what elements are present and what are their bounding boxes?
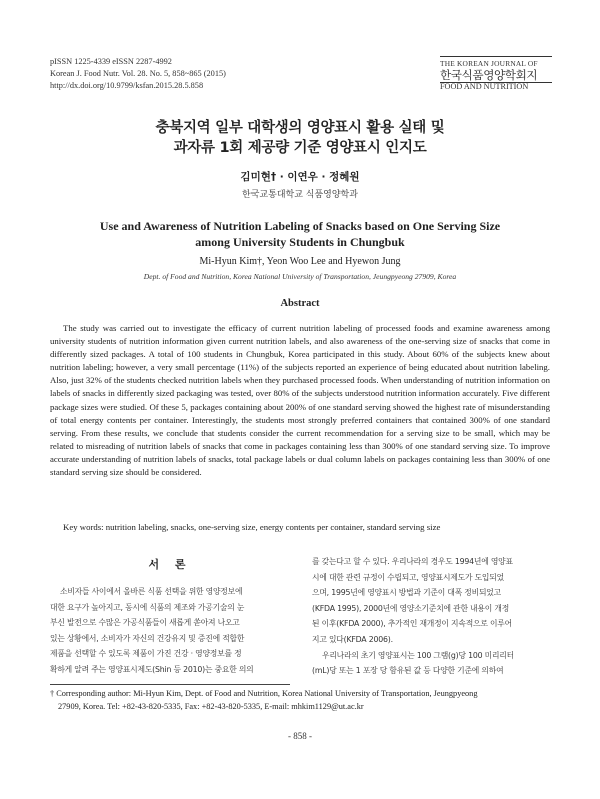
journal-name-ko: 한국식품영양학회지 — [440, 68, 538, 82]
affiliation-korean: 한국교통대학교 식품영양학과 — [242, 190, 358, 200]
body-line: 시에 대한 관련 규정이 수립되고, 영양표시제도가 도입되었 — [312, 572, 504, 582]
authors-english: Mi-Hyun Kim†, Yeon Woo Lee and Hyewon Jung — [199, 256, 401, 267]
body-line: 소비자들 사이에서 올바른 식품 선택을 위한 영양정보에 — [60, 587, 243, 596]
body-line: 대한 요구가 높아지고, 동시에 식품의 제조와 가공기술의 눈 — [50, 602, 245, 612]
title-en-line-2: among University Students in Chungbuk — [195, 235, 405, 249]
abstract-body: The study was carried out to investigate the efficacy of current nutrition labeling of processed foods and examine awareness among university students of nutrition information given current nutrition labels, and also awareness of the one-serving size of snacks that come in differently sized packages. A total of 100 students in Chungbuk, Korea participated in this study. About 60% of the subjects knew about nutrition labeling; however, a very small percentage (11%) of the subjects reported an experience of being educated about nutrition labeling. Also, just 32% of the students checked nutrition labels when they purchased processed foods. When understanding of nutrition information on labels of snacks in differently sized packaging was tested, over 80% of the subjects understood nutrition information accurately. Five different package sizes were studied. Of these 5, packages containing about 200% of one standard serving showed the highest rate of misunderstanding of total energy contents per container. Interestingly, the students most strongly preferred containers that contained 300% of one standard serving. From these results, we conclude that students consider the current recommendation for a serving size to be small, which may be related to misreading of nutrition labels of snacks that come in packages containing less than 300% of one standard serving size. To improve accurate understanding of nutrition labels of snacks, total package labels or dual column labels on packages containing less than 300% of one standard serving size should be considered. — [50, 323, 550, 478]
citation-line: Korean J. Food Nutr. Vol. 28. No. 5, 858~865 (2015) — [50, 69, 226, 78]
body-line: 지고 있다(KFDA 2006). — [312, 634, 393, 644]
footnote-line-1: † Corresponding author: Mi-Hyun Kim, Dept. of Food and Nutrition, Korea National University of Transportation, Jeungpyeong — [50, 689, 478, 698]
body-line: (KFDA 1995), 2000년에 영양소기준치에 관한 내용이 개정 — [312, 603, 510, 613]
body-line: 부신 발전으로 수많은 가공식품들이 새롭게 쏟아져 나오고 — [50, 618, 240, 628]
journal-name-en-bottom: FOOD AND NUTRITION — [440, 82, 529, 91]
corresponding-author-footnote — [50, 688, 552, 713]
footnote-line-2: 27909, Korea. Tel: +82-43-820-5335, Fax: +82-43-820-5335, E-mail: mhkim1129@ut.ac.kr — [58, 701, 364, 711]
body-column-left — [50, 584, 290, 678]
authors-korean: 김미현† · 이연우 · 정혜원 — [240, 171, 360, 183]
abstract-heading: Abstract — [280, 298, 320, 309]
footnote-rule — [50, 684, 290, 685]
keywords: Key words: nutrition labeling, snacks, one-serving size, energy contents per container, standard serving size — [63, 522, 441, 532]
paper-title-korean — [0, 118, 600, 158]
journal-logo — [440, 56, 552, 91]
body-line: 있는 상황에서, 소비자가 자신의 건강유지 및 증진에 적합한 — [50, 633, 245, 643]
journal-name-en-top: THE KOREAN JOURNAL OF — [440, 59, 538, 68]
page-number: - 858 - — [288, 731, 312, 741]
body-line: 제품을 선택할 수 있도록 제품이 가진 건강 · 영양정보를 정 — [50, 649, 242, 659]
body-line: 확하게 알려 주는 영양표시제도(Shin 등 2010)는 중요한 의의 — [50, 664, 254, 674]
title-en-line-1: Use and Awareness of Nutrition Labeling of Snacks based on One Serving Size — [99, 219, 501, 233]
logo-rule-top — [440, 56, 552, 57]
issn-line: pISSN 1225-4339 eISSN 2287-4992 — [50, 57, 172, 66]
affiliation-english: Dept. of Food and Nutrition, Korea National University of Transportation, Jeungpyeong 27909, Korea — [143, 272, 457, 281]
body-line: (mL)당 또는 1 포장 당 함유된 값 등 다양한 기준에 의하여 — [312, 666, 504, 676]
section-heading-introduction: 서 론 — [148, 558, 192, 571]
body-line: 으며, 1995년에 영양표시 방법과 기준이 대폭 정비되었고 — [312, 588, 501, 598]
body-line: 우리나라의 초기 영양표시는 100 그램(g)당 100 미리리터 — [322, 650, 514, 660]
publication-meta — [50, 56, 226, 92]
body-line: 를 갖는다고 할 수 있다. 우리나라의 경우도 1994년에 영양표 — [312, 557, 513, 566]
title-ko-line-1: 충북지역 일부 대학생의 영양표시 활용 실태 및 — [155, 120, 445, 136]
body-line: 된 이후(KFDA 2000), 추가적인 재개정이 지속적으로 이루어 — [312, 619, 512, 629]
paper-title-english — [0, 218, 600, 250]
doi-link[interactable]: http://dx.doi.org/10.9799/ksfan.2015.28.5.858 — [50, 81, 204, 90]
title-ko-line-2: 과자류 1회 제공량 기준 영양표시 인지도 — [173, 140, 427, 156]
body-column-right — [312, 554, 552, 679]
